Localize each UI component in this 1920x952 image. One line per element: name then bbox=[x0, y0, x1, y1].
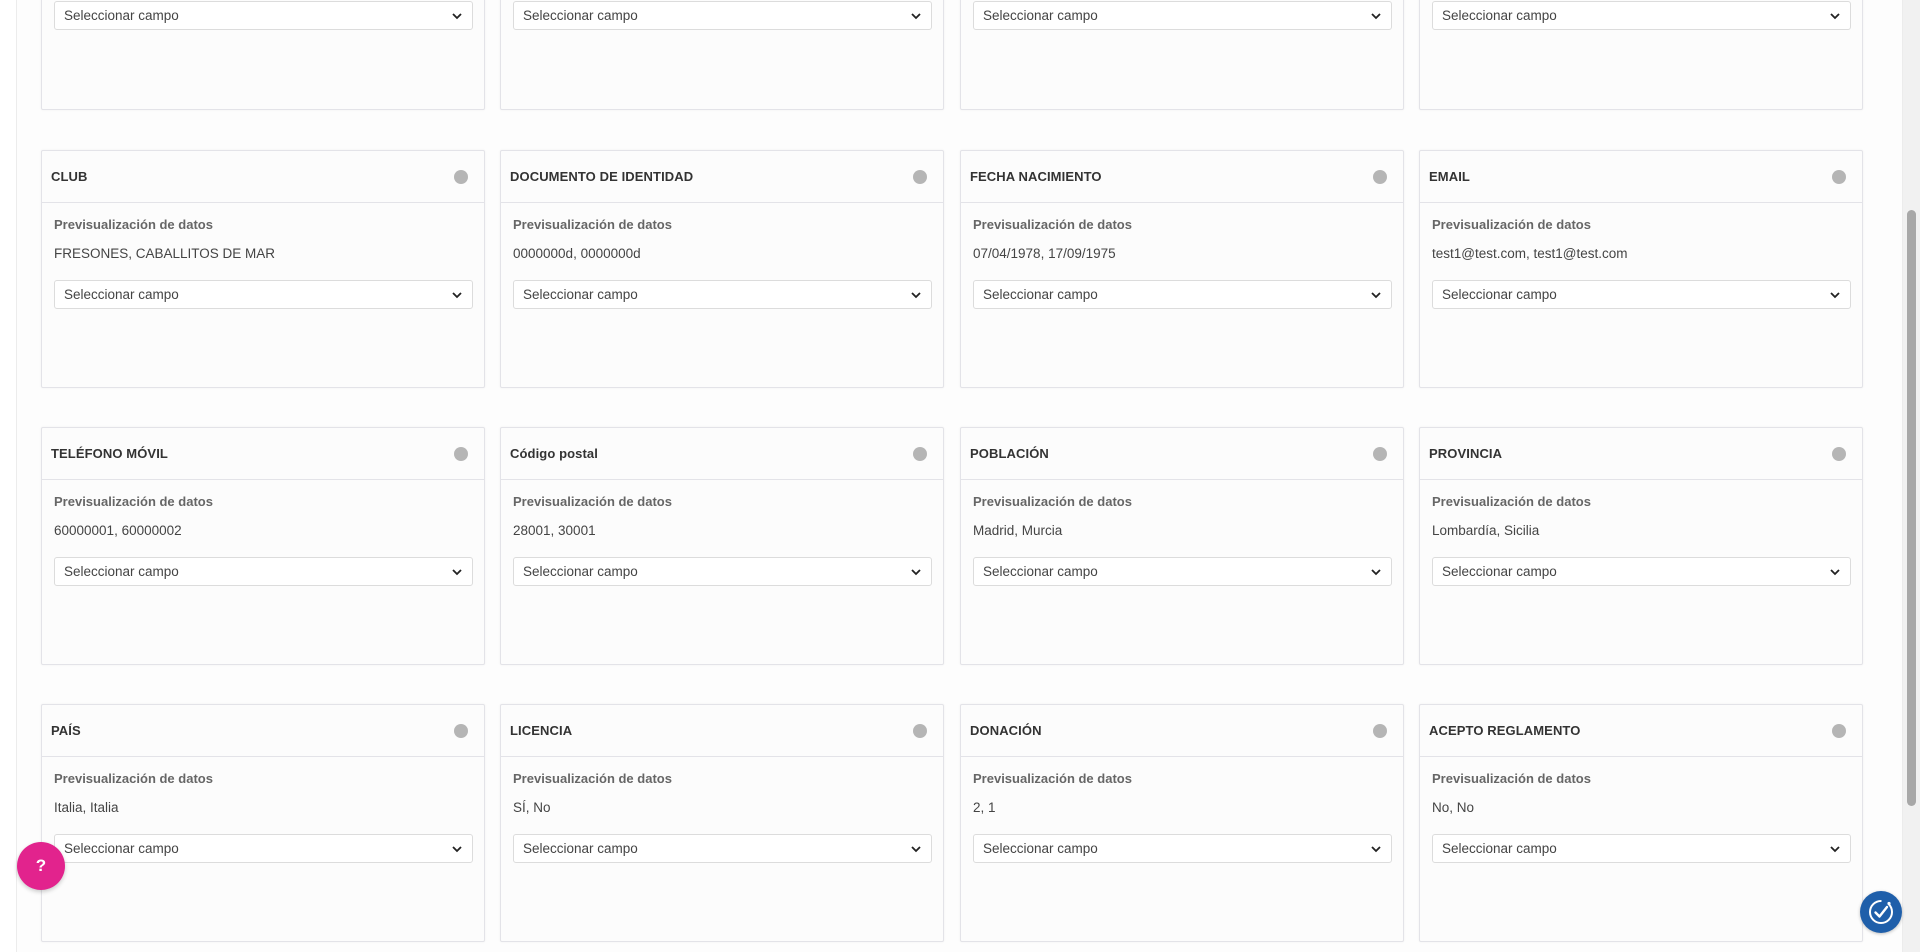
chevron-down-icon bbox=[1370, 566, 1382, 578]
select-value: Seleccionar campo bbox=[64, 287, 179, 302]
chevron-down-icon bbox=[910, 843, 922, 855]
select-value: Seleccionar campo bbox=[523, 287, 638, 302]
select-value: Seleccionar campo bbox=[523, 564, 638, 579]
mapping-card bbox=[41, 0, 485, 110]
chevron-down-icon bbox=[1829, 289, 1841, 301]
mapping-card bbox=[1419, 427, 1863, 665]
select-value: Seleccionar campo bbox=[983, 841, 1098, 856]
help-button[interactable] bbox=[17, 842, 65, 890]
card-header bbox=[42, 151, 484, 203]
mapping-card bbox=[960, 150, 1404, 388]
preview-label: Previsualización de datos bbox=[54, 217, 213, 232]
mapping-card bbox=[960, 427, 1404, 665]
card-title: PAÍS bbox=[51, 723, 81, 738]
card-header bbox=[501, 151, 943, 203]
preview-label: Previsualización de datos bbox=[973, 494, 1132, 509]
card-header bbox=[42, 705, 484, 757]
preview-value: No, No bbox=[1432, 800, 1475, 815]
card-title: ACEPTO REGLAMENTO bbox=[1429, 723, 1581, 738]
card-title: POBLACIÓN bbox=[970, 446, 1049, 461]
select-value: Seleccionar campo bbox=[64, 564, 179, 579]
card-header bbox=[501, 428, 943, 480]
preview-value: test1@test.com, test1@test.com bbox=[1432, 246, 1628, 261]
status-dot bbox=[1832, 724, 1846, 738]
content-area bbox=[16, 0, 1903, 952]
preview-value: 2, 1 bbox=[973, 800, 996, 815]
chevron-down-icon bbox=[1829, 10, 1841, 22]
card-title: LICENCIA bbox=[510, 723, 573, 738]
select-value: Seleccionar campo bbox=[1442, 8, 1557, 23]
mapping-card bbox=[41, 150, 485, 388]
card-header bbox=[501, 705, 943, 757]
status-dot bbox=[1373, 170, 1387, 184]
chevron-down-icon bbox=[1829, 566, 1841, 578]
preview-label: Previsualización de datos bbox=[513, 771, 672, 786]
card-header bbox=[961, 705, 1403, 757]
preview-value: Lombardía, Sicilia bbox=[1432, 523, 1540, 538]
chevron-down-icon bbox=[451, 566, 463, 578]
mapping-card bbox=[500, 427, 944, 665]
field-select[interactable] bbox=[973, 280, 1392, 309]
mapping-card bbox=[41, 427, 485, 665]
preview-value: 07/04/1978, 17/09/1975 bbox=[973, 246, 1116, 261]
mapping-card bbox=[960, 704, 1404, 942]
card-title: CLUB bbox=[51, 169, 88, 184]
mapping-card bbox=[500, 0, 944, 110]
preview-value: Madrid, Murcia bbox=[973, 523, 1063, 538]
card-title: TELÉFONO MÓVIL bbox=[51, 446, 168, 461]
field-select[interactable] bbox=[1432, 280, 1851, 309]
status-dot bbox=[1832, 447, 1846, 461]
field-select[interactable] bbox=[513, 1, 932, 30]
select-value: Seleccionar campo bbox=[983, 564, 1098, 579]
card-header bbox=[1420, 705, 1862, 757]
preview-value: 0000000d, 0000000d bbox=[513, 246, 641, 261]
card-header bbox=[1420, 151, 1862, 203]
preview-label: Previsualización de datos bbox=[54, 771, 213, 786]
status-dot bbox=[454, 447, 468, 461]
field-select[interactable] bbox=[1432, 557, 1851, 586]
status-dot bbox=[913, 724, 927, 738]
field-select[interactable] bbox=[513, 557, 932, 586]
accessibility-check-icon bbox=[1866, 897, 1896, 927]
chevron-down-icon bbox=[910, 289, 922, 301]
field-select[interactable] bbox=[54, 280, 473, 309]
field-select[interactable] bbox=[973, 557, 1392, 586]
select-value: Seleccionar campo bbox=[523, 841, 638, 856]
card-title: Código postal bbox=[510, 446, 598, 461]
card-header bbox=[961, 428, 1403, 480]
chevron-down-icon bbox=[451, 843, 463, 855]
preview-label: Previsualización de datos bbox=[973, 771, 1132, 786]
preview-label: Previsualización de datos bbox=[513, 217, 672, 232]
preview-value: Italia, Italia bbox=[54, 800, 119, 815]
preview-label: Previsualización de datos bbox=[513, 494, 672, 509]
select-value: Seleccionar campo bbox=[983, 287, 1098, 302]
chevron-down-icon bbox=[910, 10, 922, 22]
card-title: DOCUMENTO DE IDENTIDAD bbox=[510, 169, 694, 184]
field-select[interactable] bbox=[973, 1, 1392, 30]
select-value: Seleccionar campo bbox=[1442, 564, 1557, 579]
field-select[interactable] bbox=[1432, 1, 1851, 30]
field-select[interactable] bbox=[973, 834, 1392, 863]
preview-value: FRESONES, CABALLITOS DE MAR bbox=[54, 246, 276, 261]
preview-label: Previsualización de datos bbox=[1432, 217, 1591, 232]
select-value: Seleccionar campo bbox=[1442, 841, 1557, 856]
preview-label: Previsualización de datos bbox=[973, 217, 1132, 232]
chevron-down-icon bbox=[1370, 843, 1382, 855]
mapping-card bbox=[960, 0, 1404, 110]
card-title: FECHA NACIMIENTO bbox=[970, 169, 1102, 184]
field-select[interactable] bbox=[513, 280, 932, 309]
field-select[interactable] bbox=[1432, 834, 1851, 863]
field-select[interactable] bbox=[513, 834, 932, 863]
field-select[interactable] bbox=[54, 557, 473, 586]
status-dot bbox=[454, 170, 468, 184]
mapping-card bbox=[41, 704, 485, 942]
chevron-down-icon bbox=[1829, 843, 1841, 855]
card-title: EMAIL bbox=[1429, 169, 1470, 184]
preview-label: Previsualización de datos bbox=[54, 494, 213, 509]
help-label: ? bbox=[35, 856, 47, 875]
accessibility-button[interactable] bbox=[1860, 891, 1902, 933]
select-value: Seleccionar campo bbox=[64, 841, 179, 856]
mapping-card bbox=[1419, 704, 1863, 942]
mapping-card bbox=[500, 150, 944, 388]
select-value: Seleccionar campo bbox=[523, 8, 638, 23]
status-dot bbox=[454, 724, 468, 738]
vertical-scrollbar[interactable] bbox=[1903, 0, 1920, 952]
preview-label: Previsualización de datos bbox=[1432, 494, 1591, 509]
status-dot bbox=[1373, 447, 1387, 461]
preview-value: SÍ, No bbox=[513, 800, 551, 815]
chevron-down-icon bbox=[451, 10, 463, 22]
card-header bbox=[42, 428, 484, 480]
card-title: DONACIÓN bbox=[970, 723, 1042, 738]
select-value: Seleccionar campo bbox=[64, 8, 179, 23]
status-dot bbox=[913, 170, 927, 184]
chevron-down-icon bbox=[910, 566, 922, 578]
preview-label: Previsualización de datos bbox=[1432, 771, 1591, 786]
select-value: Seleccionar campo bbox=[1442, 287, 1557, 302]
card-title: PROVINCIA bbox=[1429, 446, 1503, 461]
status-dot bbox=[1373, 724, 1387, 738]
scrollbar-thumb[interactable] bbox=[1907, 210, 1916, 806]
chevron-down-icon bbox=[451, 289, 463, 301]
chevron-down-icon bbox=[1370, 10, 1382, 22]
field-select[interactable] bbox=[54, 1, 473, 30]
status-dot bbox=[1832, 170, 1846, 184]
chevron-down-icon bbox=[1370, 289, 1382, 301]
preview-value: 28001, 30001 bbox=[513, 523, 596, 538]
card-header bbox=[1420, 428, 1862, 480]
card-header bbox=[961, 151, 1403, 203]
mapping-card bbox=[1419, 0, 1863, 110]
select-value: Seleccionar campo bbox=[983, 8, 1098, 23]
mapping-card bbox=[1419, 150, 1863, 388]
preview-value: 60000001, 60000002 bbox=[54, 523, 182, 538]
field-select[interactable] bbox=[54, 834, 473, 863]
mapping-card bbox=[500, 704, 944, 942]
status-dot bbox=[913, 447, 927, 461]
